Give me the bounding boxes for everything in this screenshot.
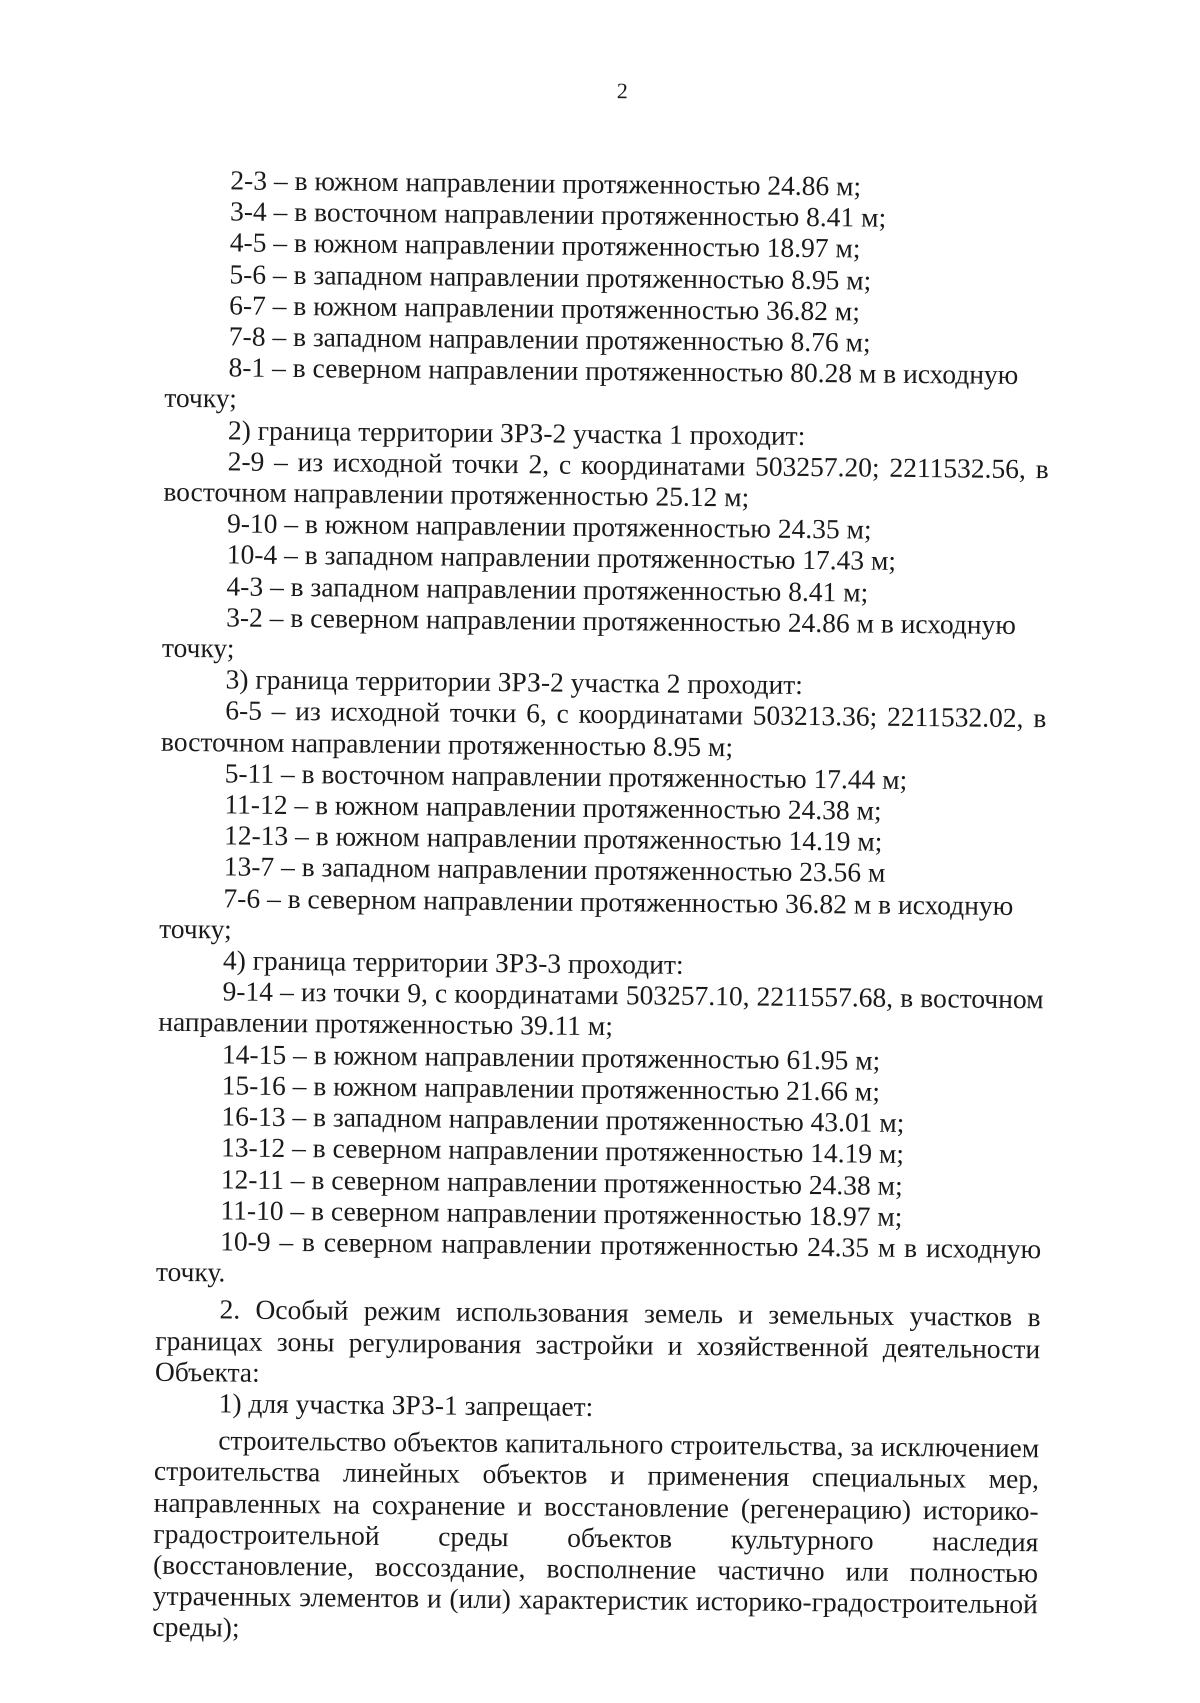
boundary-segment-11-12: 11-12 – в южном направлении протяженностью 24.38 м;	[224, 788, 882, 826]
boundary-segment-15-16: 15-16 – в южном направлении протяженностью 21.66 м;	[221, 1069, 881, 1107]
boundary-segment-9-10: 9-10 – в южном направлении протяженностью 24.35 м;	[226, 507, 872, 545]
boundary-segment-8-1: 8-1 – в северном направлении протяженностью 80.28 м в исходную точку;	[164, 351, 1019, 414]
boundary-segment-5-6: 5-6 – в западном направлении протяженностью 8.95 м;	[229, 258, 872, 296]
boundary-segment-10-9: 10-9 – в северном направлении протяженностью 24.35 м в исходную точку.	[155, 1225, 1042, 1288]
boundary-segment-12-13: 12-13 – в южном направлении протяженностью 14.19 м;	[223, 819, 883, 857]
zrz3-heading: 4) граница территории ЗРЗ-3 проходит:	[222, 944, 684, 980]
boundary-segment-2-9: 2-9 – из исходной точки 2, с координатами 503257.20; 2211532.56, в восточном направлении протяженностью 25.12 м;	[163, 445, 1049, 513]
boundary-segment-3-4: 3-4 – в восточном направлении протяженностью 8.41 м;	[229, 195, 887, 233]
boundary-segment-14-15: 14-15 – в южном направлении протяженностью 61.95 м;	[221, 1038, 881, 1076]
boundary-segment-12-11: 12-11 – в северном направлении протяженностью 24.38 м;	[220, 1162, 903, 1201]
boundary-segment-9-14: 9-14 – из точки 9, с координатами 503257.10, 2211557.68, в восточном направлении протяженностью 39.11 м;	[158, 975, 1044, 1042]
boundary-segment-13-7: 13-7 – в западном направлении протяженностью 23.56 м	[223, 850, 886, 889]
boundary-segment-6-5: 6-5 – из исходной точки 6, с координатами 503213.36; 2211532.02, в восточном направлении протяженностью 8.95 м;	[160, 694, 1047, 762]
boundary-segment-2-3: 2-3 – в южном направлении протяженностью 24.86 м;	[230, 164, 862, 202]
boundary-segment-6-7: 6-7 – в южном направлении протяженностью 36.82 м;	[229, 289, 861, 327]
zrz2-plot2-heading: 3) граница территории ЗРЗ-2 участка 2 проходит:	[225, 663, 804, 701]
page-number: 2	[616, 78, 628, 104]
boundary-segment-11-10: 11-10 – в северном направлении протяженностью 18.97 м;	[220, 1194, 903, 1232]
construction-prohibition-paragraph: строительство объектов капитального строительства, за исключением строительства линейных объектов и применения специальных мер, направленных на сохранение и восстановление (регенерацию) историко-градостроительной среды объектов культурного наследия (восстановление, воссоздание, восполнение частично или полностью утраченных элементов и (или) характеристик историко-градостроительной среды);	[152, 1424, 1040, 1643]
boundary-segment-7-6: 7-6 – в северном направлении протяженностью 36.82 м в исходную точку;	[159, 882, 1014, 945]
zrz2-plot1-heading: 2) граница территории ЗРЗ-2 участка 1 проходит:	[227, 414, 806, 451]
zrz1-prohibitions-heading: 1) для участка ЗРЗ-1 запрещает:	[218, 1387, 594, 1422]
boundary-segment-3-2: 3-2 – в северном направлении протяженностью 24.86 м в исходную точку;	[161, 601, 1017, 664]
boundary-segment-7-8: 7-8 – в западном направлении протяженностью 8.76 м;	[228, 320, 871, 358]
boundary-segment-5-11: 5-11 – в восточном направлении протяженностью 17.44 м;	[224, 757, 908, 795]
document-body	[152, 164, 1051, 1651]
boundary-segment-10-4: 10-4 – в западном направлении протяженностью 17.43 м;	[226, 538, 897, 577]
boundary-segment-4-3: 4-3 – в западном направлении протяженностью 8.41 м;	[226, 570, 869, 608]
boundary-segment-16-13: 16-13 – в западном направлении протяженностью 43.01 м;	[221, 1100, 905, 1139]
boundary-segment-4-5: 4-5 – в южном направлении протяженностью 18.97 м;	[229, 226, 861, 264]
special-regime-section: 2. Особый режим использования земель и земельных участков в границах зоны регулирования застройки и хозяйственной деятельности Объекта:	[154, 1293, 1041, 1388]
boundary-segment-13-12: 13-12 – в северном направлении протяженностью 14.19 м;	[220, 1131, 905, 1170]
